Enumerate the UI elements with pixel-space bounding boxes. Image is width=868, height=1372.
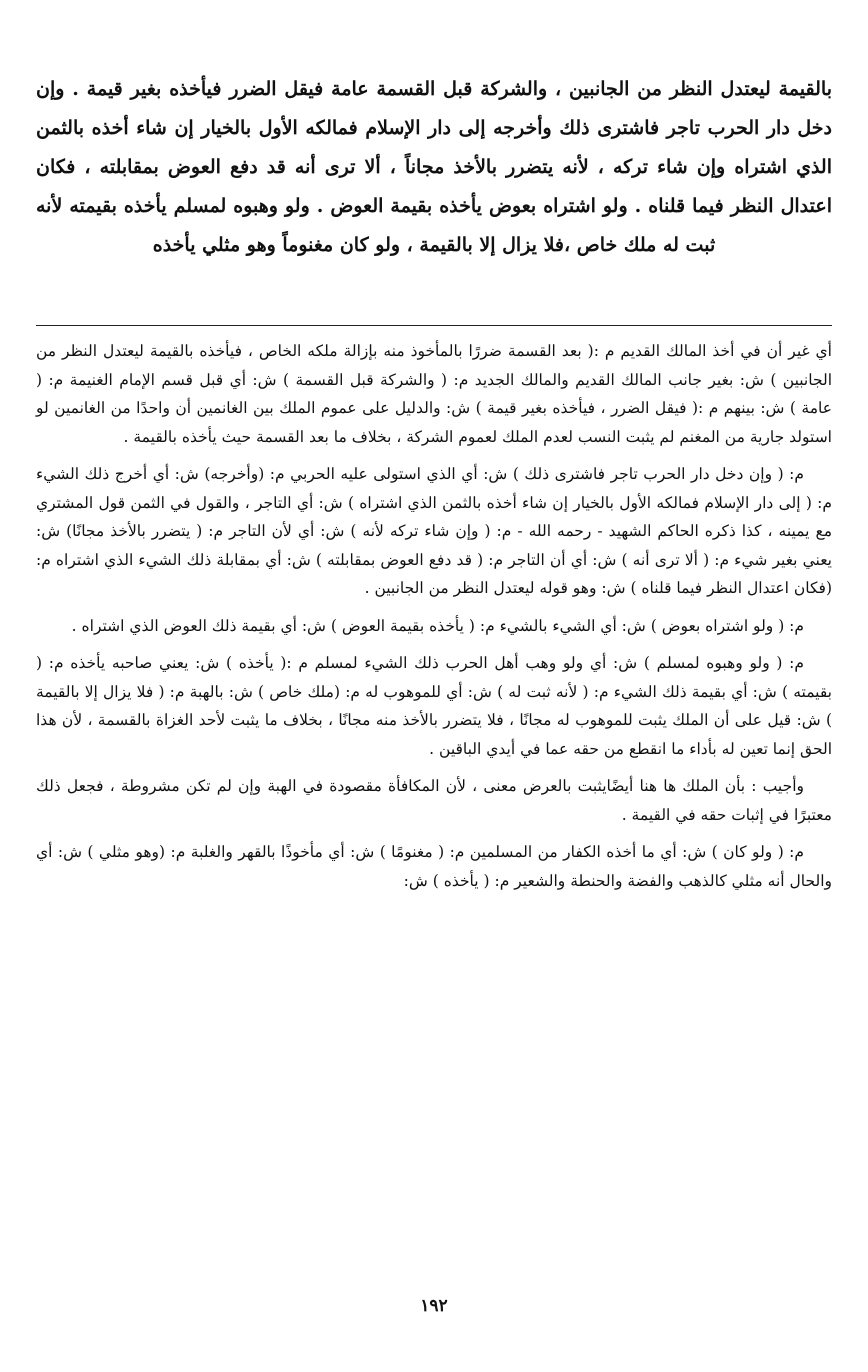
commentary-paragraph-4: م: ( ولو وهبوه لمسلم ) ش: أي ولو وهب أهل الحرب ذلك الشيء لمسلم م :( يأخذه ) ش: يعني صاحبه يأخذه م: ( بقيمته ) ش: أي بقيمة ذلك الشيء م: ( لأنه ثبت له ) ش: أي للموهوب له م: (ملك خاص ) ش: بالهبة م: ( فلا يزال إلا بالقيمة ) ش: قيل على أن الملك يثبت للموهوب له مجانًا ، فلا يتضرر بالأخذ منه مجانًا ، بخلاف ما يثبت لأحد الغزاة بالقسمة ، لأن هذا الحق إنما تعين له بأداء ما انقطع من حقه عما في أيدي الباقين .: [36, 654, 832, 758]
section-divider: [36, 325, 832, 326]
page-number: ١٩٢: [420, 1296, 448, 1316]
commentary-paragraph-3: م: ( ولو اشتراه بعوض ) ش: أي الشيء بالشيء م: ( يأخذه بقيمة العوض ) ش: أي بقيمة ذلك العوض الذي اشتراه .: [71, 616, 804, 635]
matn-text: بالقيمة ليعتدل النظر من الجانبين ، والشركة قبل القسمة عامة فيقل الضرر فيأخذه بغير قيمة . وإن دخل دار الحرب تاجر فاشترى ذلك وأخرجه إلى دار الإسلام فمالكه الأول بالخيار إن شاء أخذه بالثمن الذي اشتراه وإن شاء تركه ، لأنه يتضرر بالأخذ مجاناً ، ألا ترى أنه قد دفع العوض بمقابلته ، فكان اعتدال النظر فيما قلناه . ولو اشتراه بعوض يأخذه بقيمة العوض . ولو وهبوه لمسلم يأخذه بقيمته لأنه ثبت له ملك خاص ،فلا يزال إلا بالقيمة ، ولو كان مغنوماً وهو مثلي يأخذه: [36, 78, 832, 256]
commentary-paragraph-2: م: ( وإن دخل دار الحرب تاجر فاشترى ذلك ) ش: أي الذي استولى عليه الحربي م: (وأخرجه) ش: أي أخرج ذلك الشيء م: ( إلى دار الإسلام فمالكه الأول بالخيار إن شاء أخذه بالثمن الذي اشتراه ) ش: أي التاجر ، والقول في الثمن قول المشتري مع يمينه ، كذا ذكره الحاكم الشهيد - رحمه الله - م: ( وإن شاء تركه لأنه ) ش: أي لأن التاجر م: ( يتضرر بالأخذ مجانًا) ش: يعني بغير شيء م: ( ألا ترى أنه ) ش: أي أن التاجر م: ( قد دفع العوض بمقابلته ) ش: أي بمقابلة ذلك الشيء الذي اشتراه م: (فكان اعتدال النظر فيما قلناه ) ش: وهو قوله ليعتدل النظر من الجانبين .: [36, 465, 832, 597]
commentary-paragraph-5: وأجيب : بأن الملك ها هنا أيضًايثبت بالعرض معنى ، لأن المكافأة مقصودة في الهبة وإن لم تكن مشروطة ، فجعل ذلك معتبرًا في إثبات حقه في القيمة .: [36, 777, 832, 824]
commentary-section: [36, 337, 832, 904]
commentary-paragraph-6: م: ( ولو كان ) ش: أي ما أخذه الكفار من المسلمين م: ( مغنومًا ) ش: أي مأخوذًا بالقهر والغلبة م: (وهو مثلي ) ش: أي والحال أنه مثلي كالذهب والفضة والحنطة والشعير م: ( يأخذه ) ش:: [36, 843, 832, 890]
commentary-paragraph-1: أي غير أن في أخذ المالك القديم م :( بعد القسمة ضررًا بالمأخوذ منه بإزالة ملكه الخاص ، فيأخذه بالقيمة ليعتدل النظر من الجانبين ) ش: بغير جانب المالك القديم والمالك الجديد م: ( والشركة قبل القسمة ) ش: أي قبل قسم الإمام الغنيمة م: ( عامة ) ش: بينهم م :( فيقل الضرر ، فيأخذه بغير قيمة ) ش: والدليل على عموم الملك بين الغانمين أن واحدًا من الغانمين لو استولد جارية من المغنم لم يثبت النسب لعدم الملك لعموم الشركة ، بخلاف ما بعد القسمة حيث يأخذه بالقيمة .: [36, 342, 832, 446]
